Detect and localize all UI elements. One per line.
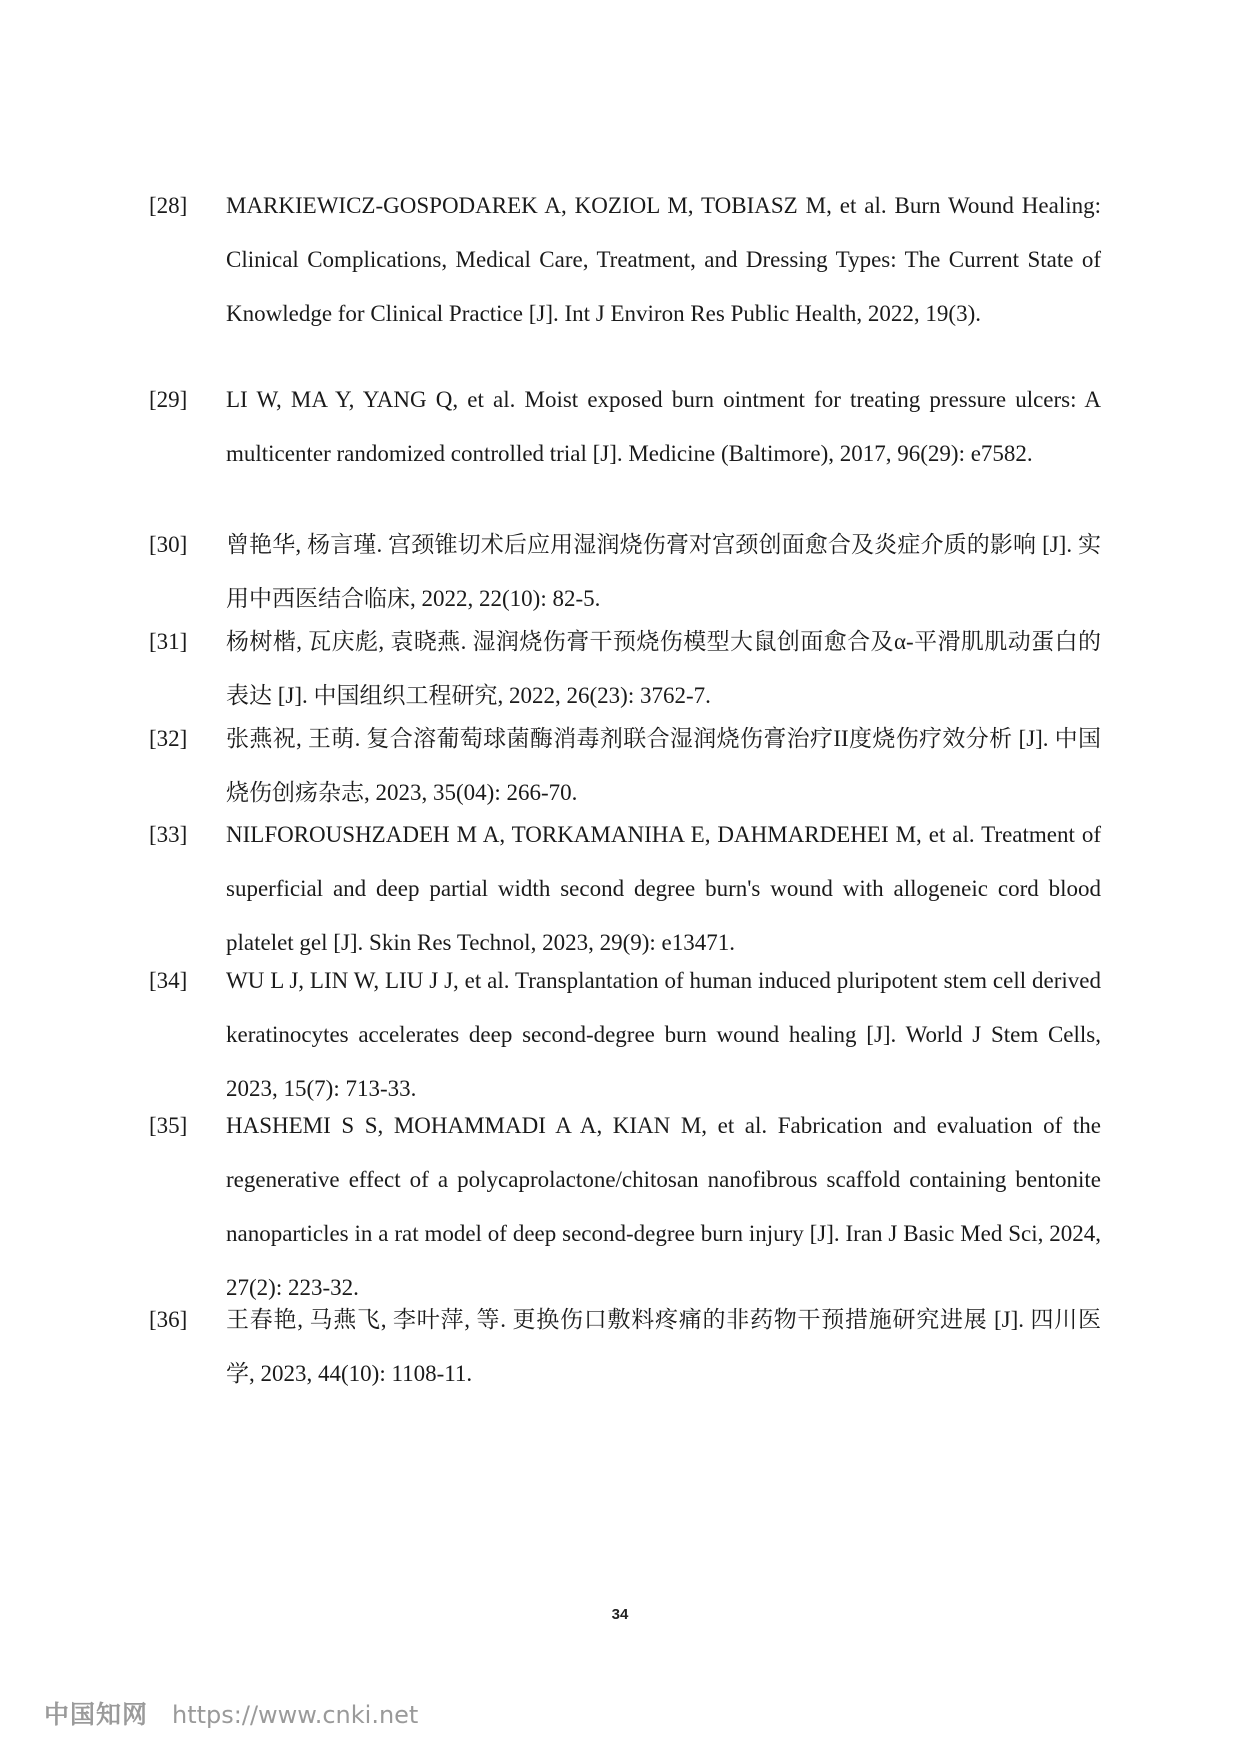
reference-number: [32] — [149, 726, 188, 751]
reference-text: HASHEMI S S, MOHAMMADI A A, KIAN M, et al. Fabrication and evaluation of the regenerative effect of a polycaprolactone/chitosan nanofibrous scaffold containing bentonite nanoparticles in a rat model of deep second-degree burn injury [J]. Iran J Basic Med Sci, 2024, 27(2): 223-32. — [226, 1113, 1101, 1300]
reference-number: [35] — [149, 1113, 188, 1138]
cnki-logo: 中国知网 — [44, 1700, 149, 1729]
reference-number: [28] — [149, 193, 188, 218]
reference-text: WU L J, LIN W, LIU J J, et al. Transplantation of human induced pluripotent stem cell derived keratinocytes accelerates deep second-degree burn wound healing [J]. World J Stem Cells, 2023, 15(7): 713-33. — [226, 968, 1101, 1101]
page-number: 34 — [611, 1606, 629, 1623]
reference-text: 曾艳华, 杨言瑾. 宫颈锥切术后应用湿润烧伤膏对宫颈创面愈合及炎症介质的影响 [J]. 实用中西医结合临床, 2022, 22(10): 82-5. — [226, 532, 1101, 611]
reference-text: 张燕祝, 王萌. 复合溶葡萄球菌酶消毒剂联合湿润烧伤膏治疗II度烧伤疗效分析 [J]. 中国烧伤创疡杂志, 2023, 35(04): 266-70. — [226, 726, 1101, 805]
cnki-watermark — [44, 1695, 418, 1731]
reference-number: [30] — [149, 532, 188, 557]
reference-number: [29] — [149, 387, 188, 412]
reference-number: [36] — [149, 1307, 188, 1332]
cnki-url: https://www.cnki.net — [172, 1701, 419, 1729]
reference-number: [33] — [149, 822, 188, 847]
reference-text: 王春艳, 马燕飞, 李叶萍, 等. 更换伤口敷料疼痛的非药物干预措施研究进展 [J]. 四川医学, 2023, 44(10): 1108-11. — [226, 1307, 1101, 1386]
reference-text: LI W, MA Y, YANG Q, et al. Moist exposed burn ointment for treating pressure ulcers: A multicenter randomized controlled trial [J]. Medicine (Baltimore), 2017, 96(29): e7582. — [226, 387, 1101, 466]
reference-text: MARKIEWICZ-GOSPODAREK A, KOZIOL M, TOBIASZ M, et al. Burn Wound Healing: Clinical Complications, Medical Care, Treatment, and Dressing Types: The Current State of Knowledge for Clinical Practice [J]. Int J Environ Res Public Health, 2022, 19(3). — [226, 193, 1101, 326]
reference-number: [31] — [149, 629, 188, 654]
reference-text: NILFOROUSHZADEH M A, TORKAMANIHA E, DAHMARDEHEI M, et al. Treatment of superficial and deep partial width second degree burn's wound with allogeneic cord blood platelet gel [J]. Skin Res Technol, 2023, 29(9): e13471. — [226, 822, 1101, 955]
reference-number: [34] — [149, 968, 188, 993]
reference-text: 杨树楷, 瓦庆彪, 袁晓燕. 湿润烧伤膏干预烧伤模型大鼠创面愈合及α-平滑肌肌动蛋白的表达 [J]. 中国组织工程研究, 2022, 26(23): 3762-7. — [226, 629, 1101, 708]
